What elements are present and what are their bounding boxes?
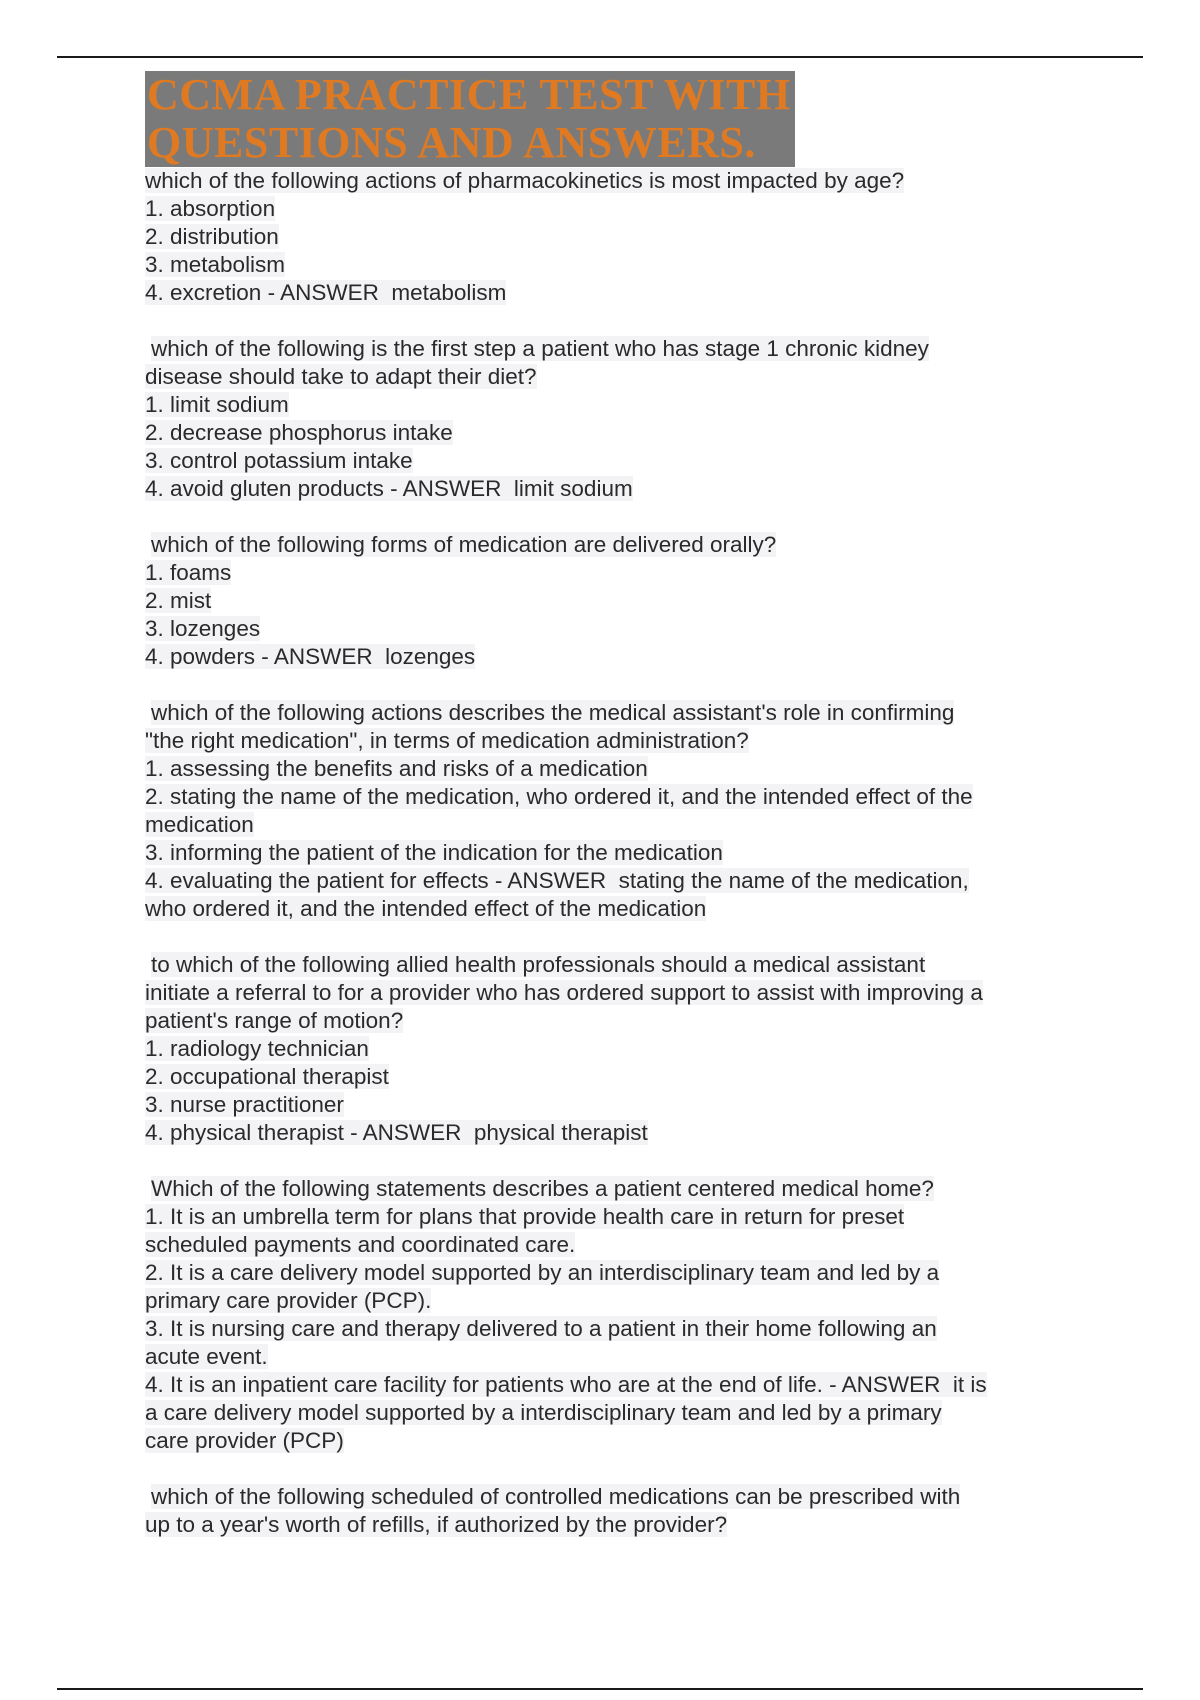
question-text: initiate a referral to for a provider who has ordered support to assist with improving a bbox=[145, 980, 983, 1005]
answer-option: 2. stating the name of the medication, who ordered it, and the intended effect of the bbox=[145, 784, 973, 809]
answer-option: 4. excretion - ANSWER metabolism bbox=[145, 280, 507, 305]
answer-option: 1. limit sodium bbox=[145, 392, 289, 417]
question-text: patient's range of motion? bbox=[145, 1008, 404, 1033]
answer-option: 3. lozenges bbox=[145, 616, 261, 641]
answer-option: 2. decrease phosphorus intake bbox=[145, 420, 453, 445]
question-text: which of the following actions of pharmacokinetics is most impacted by age? bbox=[145, 168, 905, 193]
answer-option: scheduled payments and coordinated care. bbox=[145, 1232, 576, 1257]
question-text: which of the following is the first step a patient who has stage 1 chronic kidney bbox=[151, 336, 929, 361]
answer-option: 1. It is an umbrella term for plans that provide health care in return for preset bbox=[145, 1204, 905, 1229]
answer-option: care provider (PCP) bbox=[145, 1428, 344, 1453]
answer-option: 3. It is nursing care and therapy delivered to a patient in their home following an bbox=[145, 1316, 937, 1341]
question-text: which of the following forms of medication are delivered orally? bbox=[151, 532, 777, 557]
answer-option: 1. absorption bbox=[145, 196, 276, 221]
answer-option: acute event. bbox=[145, 1344, 268, 1369]
question-block bbox=[145, 1175, 1085, 1455]
question-text: to which of the following allied health professionals should a medical assistant bbox=[151, 952, 926, 977]
answer-option: 3. control potassium intake bbox=[145, 448, 413, 473]
title-line-2: QUESTIONS AND ANSWERS. bbox=[147, 118, 756, 167]
question-block bbox=[145, 531, 1085, 671]
document-body bbox=[145, 71, 1085, 1539]
answer-option: 2. It is a care delivery model supported by an interdisciplinary team and led by a bbox=[145, 1260, 940, 1285]
question-block bbox=[145, 1483, 1085, 1539]
question-text: which of the following actions describes the medical assistant's role in confirming bbox=[151, 700, 955, 725]
answer-option: 2. distribution bbox=[145, 224, 279, 249]
question-text: "the right medication", in terms of medication administration? bbox=[145, 728, 749, 753]
question-text: disease should take to adapt their diet? bbox=[145, 364, 537, 389]
title-line-1: CCMA PRACTICE TEST WITH bbox=[147, 70, 791, 119]
answer-option: 3. informing the patient of the indication for the medication bbox=[145, 840, 723, 865]
answer-option: medication bbox=[145, 812, 254, 837]
top-rule bbox=[57, 56, 1143, 58]
answer-option: 3. metabolism bbox=[145, 252, 286, 277]
answer-option: 4. avoid gluten products - ANSWER limit sodium bbox=[145, 476, 633, 501]
answer-option: 2. occupational therapist bbox=[145, 1064, 389, 1089]
answer-option: 4. powders - ANSWER lozenges bbox=[145, 644, 476, 669]
answer-option: 2. mist bbox=[145, 588, 212, 613]
bottom-rule bbox=[57, 1688, 1143, 1690]
question-block bbox=[145, 951, 1085, 1147]
answer-option: 1. radiology technician bbox=[145, 1036, 369, 1061]
answer-option: primary care provider (PCP). bbox=[145, 1288, 432, 1313]
answer-option: 1. assessing the benefits and risks of a medication bbox=[145, 756, 648, 781]
answer-option: 4. It is an inpatient care facility for patients who are at the end of life. - ANSWER it is bbox=[145, 1372, 987, 1397]
answer-option: a care delivery model supported by a interdisciplinary team and led by a primary bbox=[145, 1400, 942, 1425]
question-text: which of the following scheduled of controlled medications can be prescribed with bbox=[151, 1484, 961, 1509]
question-text: up to a year's worth of refills, if authorized by the provider? bbox=[145, 1512, 728, 1537]
document-title bbox=[145, 71, 795, 167]
question-block bbox=[145, 335, 1085, 503]
answer-option: who ordered it, and the intended effect of the medication bbox=[145, 896, 707, 921]
question-block bbox=[145, 167, 1085, 307]
answer-option: 4. evaluating the patient for effects - ANSWER stating the name of the medication, bbox=[145, 868, 969, 893]
answer-option: 1. foams bbox=[145, 560, 232, 585]
answer-option: 3. nurse practitioner bbox=[145, 1092, 344, 1117]
answer-option: 4. physical therapist - ANSWER physical therapist bbox=[145, 1120, 648, 1145]
question-block bbox=[145, 699, 1085, 923]
question-text: Which of the following statements describes a patient centered medical home? bbox=[151, 1176, 934, 1201]
